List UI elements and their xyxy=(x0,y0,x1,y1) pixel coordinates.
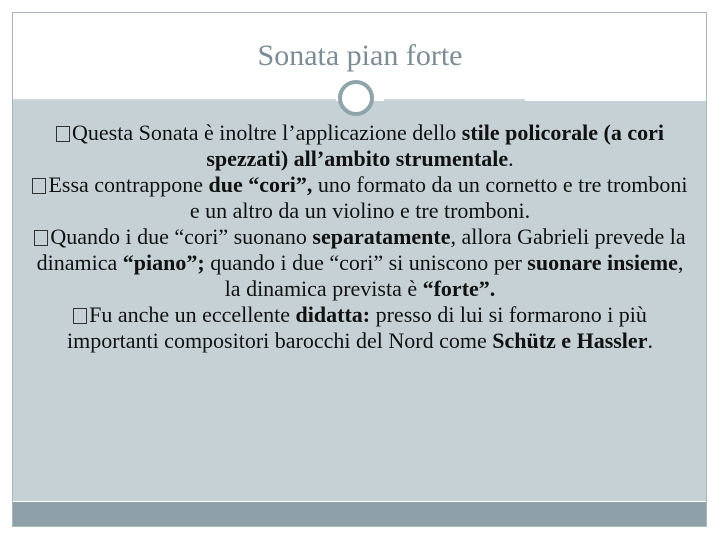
square-bullet-icon xyxy=(34,230,48,246)
text-run: quando i due “cori” si uniscono per xyxy=(204,250,528,275)
bold-text: suonare insieme xyxy=(527,250,678,275)
bold-text: “piano”; xyxy=(122,250,205,275)
title-divider-right xyxy=(384,99,525,101)
square-bullet-icon xyxy=(73,308,87,324)
bold-text: Schütz e Hassler xyxy=(492,328,648,353)
slide-title: Sonata pian forte xyxy=(257,39,463,72)
bullet-paragraph xyxy=(30,302,690,354)
slide-body xyxy=(30,120,690,354)
text-run: Fu anche un eccellente xyxy=(89,302,296,327)
footer-band xyxy=(13,502,706,526)
bold-text: stile policorale (a cori spezzati) all’ambito strumentale xyxy=(206,120,664,171)
text-run: Questa Sonata è inoltre l’applicazione dello xyxy=(72,120,462,145)
square-bullet-icon xyxy=(56,126,70,142)
text-run: presso di lui si formarono i più importanti compositori barocchi del Nord come xyxy=(67,302,647,353)
bullet-paragraph xyxy=(30,224,690,302)
bold-text: separatamente xyxy=(312,224,451,249)
title-divider-left xyxy=(13,99,336,101)
text-run: Essa contrappone xyxy=(48,172,209,197)
bold-text: didatta: xyxy=(295,302,371,327)
bullet-paragraph xyxy=(30,120,690,172)
text-run: . xyxy=(508,146,514,171)
text-run: , allora Gabrieli prevede la dinamica xyxy=(36,224,686,275)
text-run: . xyxy=(647,328,653,353)
text-run: Quando i due “cori” suonano xyxy=(50,224,313,249)
square-bullet-icon xyxy=(32,178,46,194)
text-run: , la dinamica prevista è xyxy=(224,250,684,301)
bold-text: “forte”. xyxy=(422,276,496,301)
bullet-paragraph xyxy=(30,172,690,224)
bold-text: due “cori”, xyxy=(208,172,313,197)
ring-ornament-icon xyxy=(338,80,374,116)
text-run: uno formato da un cornetto e tre tromboni e un altro da un violino e tre tromboni. xyxy=(189,172,688,223)
